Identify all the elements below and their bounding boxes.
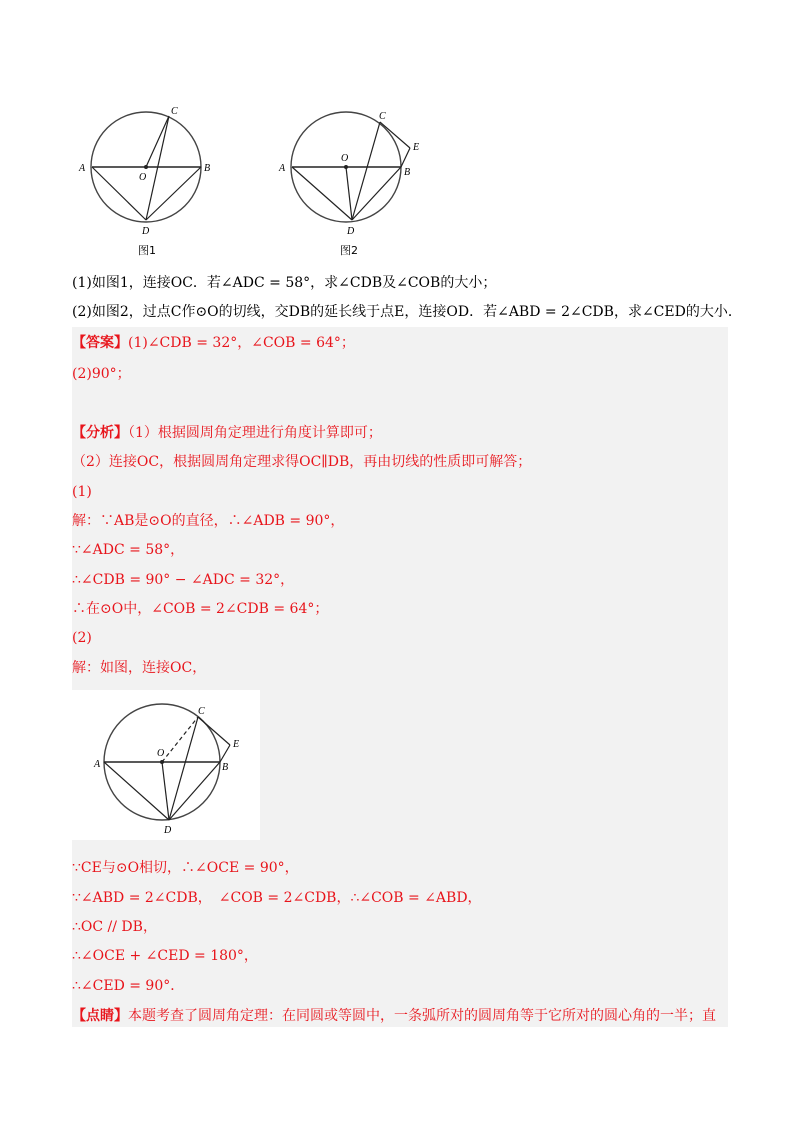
label-o: O: [139, 172, 147, 183]
answer-tag: 【答案】: [72, 335, 128, 351]
solution2-step-4: ∴OC // DB，: [72, 919, 157, 935]
label-a: A: [79, 163, 86, 174]
label-d: D: [164, 825, 172, 836]
solution1-step-4: ∴在⊙O中，∠COB = 2∠CDB = 64°；: [72, 601, 329, 617]
analysis-1: （1）根据圆周角定理进行角度计算即可；: [128, 425, 382, 441]
solution2-step-5: ∴∠OCE + ∠CED = 180°，: [72, 948, 258, 964]
caption-fig1: 图1: [138, 244, 156, 257]
label-b: B: [204, 163, 211, 174]
label-d: D: [142, 226, 150, 237]
solution2-step-3: ∵∠ABD = 2∠CDB， ∠COB = 2∠CDB，∴∠COB = ∠ABD，: [72, 890, 482, 906]
figures-area: [70, 100, 425, 260]
solution2-step-6: ∴∠CED = 90°．: [72, 978, 185, 994]
analysis-tag: 【分析】: [72, 425, 128, 441]
solution1-step-2: ∵∠ADC = 58°，: [72, 542, 185, 558]
label-o: O: [341, 153, 349, 164]
solution2-step-1: 解：如图，连接OC，: [72, 660, 207, 676]
label-c: C: [171, 106, 178, 117]
comment-tag: 【点睛】: [72, 1008, 128, 1024]
solution-figure: [72, 690, 260, 840]
solution2-label: (2): [72, 630, 92, 646]
label-d: D: [347, 226, 355, 237]
label-c: C: [198, 706, 205, 717]
comment-text: 本题考查了圆周角定理：在同圆或等圆中，一条弧所对的圆周角等于它所对的圆心角的一半；直: [128, 1008, 716, 1024]
label-a: A: [94, 759, 101, 770]
answer-2: (2)90°；: [72, 366, 131, 382]
question-2: (2)如图2，过点C作⊙O的切线，交DB的延长线于点E，连接OD．若∠ABD = 2∠CDB，求∠CED的大小．: [72, 304, 742, 320]
solution2-step-2: ∵CE与⊙O相切，∴∠OCE = 90°，: [72, 860, 299, 876]
label-o: O: [157, 748, 165, 759]
answer-1: (1)∠CDB = 32°，∠COB = 64°；: [128, 335, 355, 351]
label-b: B: [222, 762, 229, 773]
analysis-line-1: [72, 423, 382, 443]
solution1-label: (1): [72, 484, 92, 500]
label-b: B: [404, 167, 411, 178]
label-c: C: [379, 111, 386, 122]
question-1: (1)如图1，连接OC．若∠ADC = 58°，求∠CDB及∠COB的大小；: [72, 275, 497, 291]
figure-1: [70, 100, 230, 260]
comment-line: [72, 1006, 716, 1026]
caption-fig2: 图2: [340, 244, 358, 257]
figure-3: [72, 690, 260, 840]
solution1-step-3: ∴∠CDB = 90° − ∠ADC = 32°，: [72, 572, 295, 588]
figure-2: [270, 100, 440, 260]
label-a: A: [279, 163, 286, 174]
label-e: E: [413, 142, 420, 153]
label-e: E: [233, 739, 240, 750]
analysis-2: （2）连接OC，根据圆周角定理求得OC∥DB，再由切线的性质即可解答；: [72, 454, 532, 470]
answer-line-1: [72, 333, 355, 353]
solution1-step-1: 解：∵AB是⊙O的直径，∴∠ADB = 90°，: [72, 513, 345, 529]
